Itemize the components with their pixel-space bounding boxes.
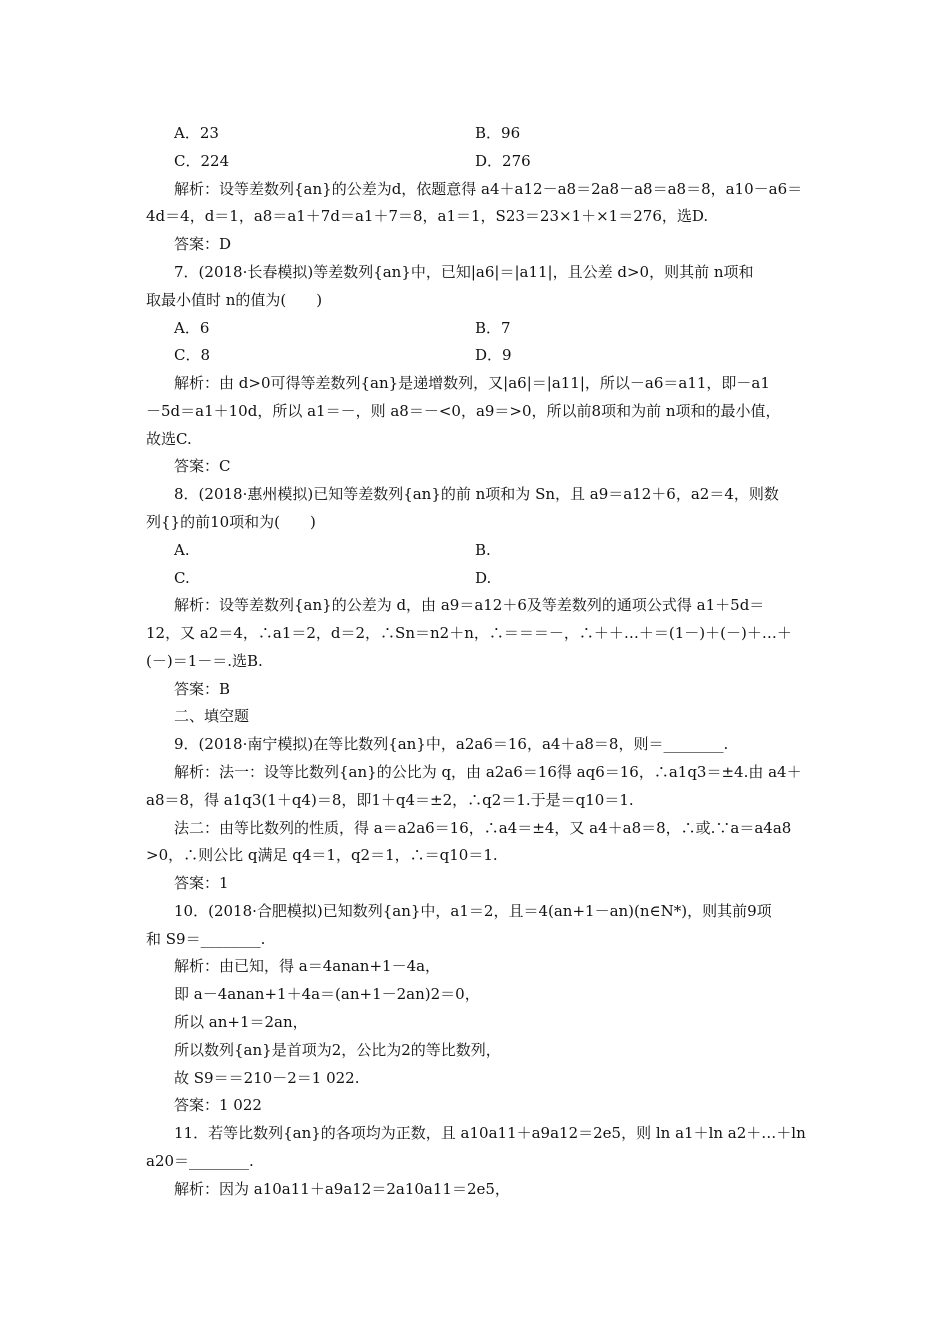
section-heading: 二、填空题 xyxy=(174,707,250,725)
solution-line: 12，又 a2＝4，∴a1＝2，d＝2，∴Sn＝n2＋n，∴＝＝＝－，∴＋＋…＋＝(1－)＋(－)＋…＋ xyxy=(146,624,792,642)
question-9: 9．(2018·南宁模拟)在等比数列{an}中，a2a6＝16，a4＋a8＝8，则＝________. xyxy=(174,735,729,753)
option-b: B．7 xyxy=(475,319,511,337)
answer-line: 答案：B xyxy=(174,680,231,698)
option-b: B．96 xyxy=(475,124,521,142)
question-8: 8．(2018·惠州模拟)已知等差数列{an}的前 n项和为 Sn，且 a9＝a12＋6，a2＝4，则数 xyxy=(174,485,779,503)
option-c: C. xyxy=(174,569,190,587)
solution-line: 法二：由等比数列的性质，得 a＝a2a6＝16，∴a4＝±4，又 a4＋a8＝8，∴或.∵a＝a4a8 xyxy=(174,819,792,837)
solution-line: 4d＝4，d＝1，a8＝a1＋7d＝a1＋7＝8，a1＝1，S23＝23×1＋×1＝276，选D. xyxy=(146,207,709,225)
solution-line: a8＝8，得 a1q3(1＋q4)＝8，即1＋q4＝±2，∴q2＝1.于是＝q10＝1. xyxy=(146,791,634,809)
solution-line: 故选C. xyxy=(146,430,192,448)
option-a: A. xyxy=(174,541,190,559)
solution-line: 所以 an+1＝2an， xyxy=(174,1013,308,1031)
solution-line: >0，∴则公比 q满足 q4＝1，q2＝1，∴＝q10＝1. xyxy=(146,846,498,864)
solution-line: 故 S9＝＝210－2＝1 022. xyxy=(174,1069,360,1087)
solution-line: 解析：设等差数列{an}的公差为d，依题意得 a4＋a12－a8＝2a8－a8＝a8＝8，a10－a6＝ xyxy=(174,180,803,198)
question-11-cont: a20＝________. xyxy=(146,1152,254,1170)
option-d: D. xyxy=(475,569,492,587)
question-11: 11．若等比数列{an}的各项均为正数，且 a10a11＋a9a12＝2e5，则 ln a1＋ln a2＋…＋ln xyxy=(174,1124,806,1142)
option-d: D．9 xyxy=(475,346,512,364)
answer-line: 答案：C xyxy=(174,457,231,475)
question-8-cont: 列{}的前10项和为( ) xyxy=(146,513,316,531)
question-7-cont: 取最小值时 n的值为( ) xyxy=(146,291,323,309)
option-c: C．224 xyxy=(174,152,230,170)
answer-line: 答案：1 022 xyxy=(174,1096,262,1114)
solution-line: 解析：法一：设等比数列{an}的公比为 q，由 a2a6＝16得 aq6＝16，∴a1q3＝±4.由 a4＋ xyxy=(174,763,802,781)
solution-line: 解析：设等差数列{an}的公差为 d，由 a9＝a12＋6及等差数列的通项公式得 a1＋5d＝ xyxy=(174,596,765,614)
solution-line: －5d＝a1＋10d，所以 a1＝－，则 a8＝－<0，a9＝>0，所以前8项和为前 n项和的最小值， xyxy=(146,402,781,420)
answer-line: 答案：1 xyxy=(174,874,229,892)
question-7: 7．(2018·长春模拟)等差数列{an}中，已知|a6|＝|a11|，且公差 d>0，则其前 n项和 xyxy=(174,263,754,281)
question-10: 10．(2018·合肥模拟)已知数列{an}中，a1＝2，且＝4(an+1－an)(n∈N*)，则其前9项 xyxy=(174,902,772,920)
solution-line: 解析：由已知，得 a＝4anan+1－4a， xyxy=(174,957,441,975)
option-a: A．23 xyxy=(174,124,219,142)
option-a: A．6 xyxy=(174,319,210,337)
solution-line: 所以数列{an}是首项为2，公比为2的等比数列， xyxy=(174,1041,501,1059)
option-c: C．8 xyxy=(174,346,211,364)
solution-line: (－)＝1－＝.选B. xyxy=(146,652,263,670)
question-10-cont: 和 S9＝________. xyxy=(146,930,266,948)
option-d: D．276 xyxy=(475,152,531,170)
solution-line: 解析：因为 a10a11＋a9a12＝2a10a11＝2e5， xyxy=(174,1180,510,1198)
option-b: B. xyxy=(475,541,491,559)
answer-line: 答案：D xyxy=(174,235,232,253)
solution-line: 即 a－4anan+1＋4a＝(an+1－2an)2＝0， xyxy=(174,985,480,1003)
solution-line: 解析：由 d>0可得等差数列{an}是递增数列，又|a6|＝|a11|，所以－a6＝a11，即－a1 xyxy=(174,374,770,392)
